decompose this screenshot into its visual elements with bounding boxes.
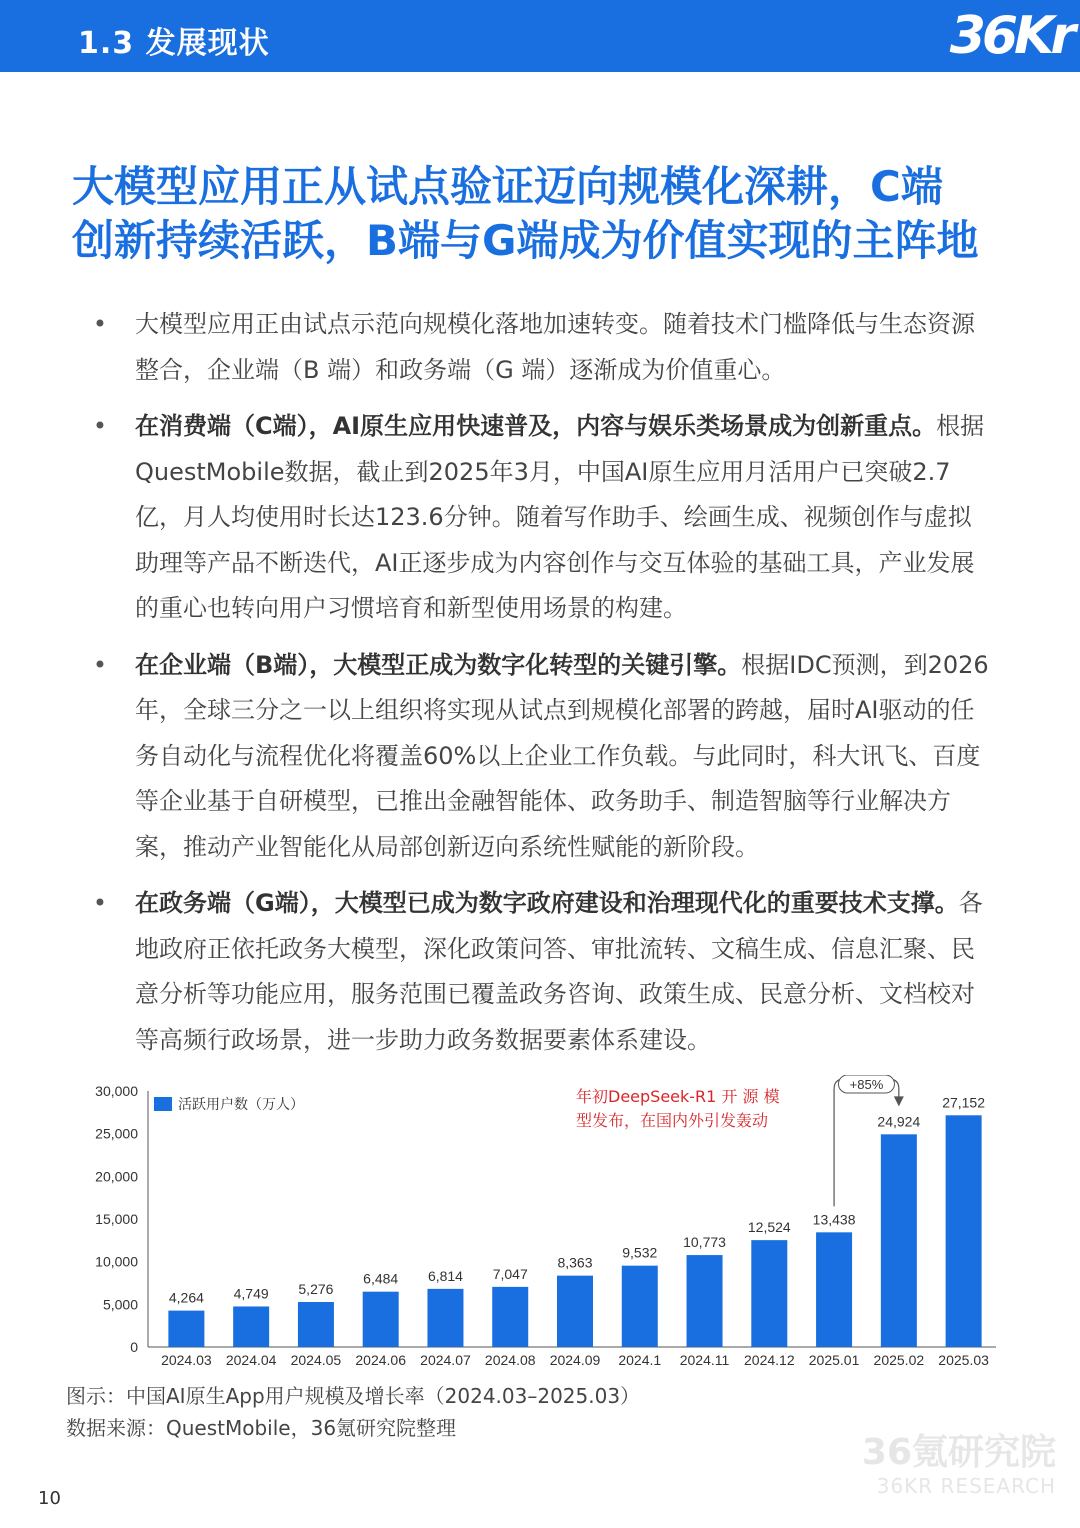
bar-value-label: 10,773 [683,1234,726,1251]
bar [363,1292,399,1347]
watermark-line-2: 36KR RESEARCH [876,1474,1056,1498]
bar-value-label: 9,532 [622,1244,658,1261]
bar-value-label: 6,484 [363,1270,399,1287]
bar [168,1311,204,1347]
legend-swatch [154,1097,172,1111]
x-tick-label: 2024.06 [355,1352,406,1368]
bar [946,1115,982,1347]
bar-value-label: 7,047 [492,1265,528,1282]
bullet-bold: 在企业端（B端），大模型正成为数字化转型的关键引擎。 [135,650,742,679]
y-tick-label: 25,000 [95,1125,138,1142]
legend-label: 活跃用户数（万人） [178,1097,304,1113]
bar-value-label: 8,363 [557,1254,593,1271]
bar-value-label: 4,749 [233,1285,269,1302]
x-tick-label: 2024.08 [484,1352,536,1368]
annotation-line-2: 型发布，在国内外引发轰动 [576,1111,769,1130]
annotation-line-1: 年初DeepSeek-R1 开 源 模 [576,1087,780,1106]
bullet-dot-icon: • [92,650,108,679]
bullet-item [90,404,990,632]
x-tick-label: 2025.02 [873,1352,925,1368]
x-tick-label: 2024.03 [161,1352,212,1368]
x-tick-label: 2024.1 [618,1352,662,1368]
bar [816,1232,852,1347]
bar-value-label: 6,814 [427,1267,463,1284]
x-tick-label: 2025.01 [808,1352,860,1368]
y-tick-label: 10,000 [95,1253,138,1270]
bullet-dot-icon: • [92,889,108,917]
bullet-text: 根据QuestMobile数据，截止到2025年3月，中国AI原生应用月活用户已突破2.7亿，月人均使用时长达123.6分钟。随着写作助手、绘画生成、视频创作与虚拟助理等产品不断迭代，AI正逐步成为内容创作与交互体验的基础工具，产业发展的重心也转向用户习惯培育和新型使用场景的构建。 [135,412,985,622]
growth-label: +85% [849,1077,884,1092]
bar-value-label: 13,438 [812,1211,856,1228]
bar-value-label: 24,924 [877,1113,921,1130]
bullet-item [90,881,990,1063]
headline-line-1: 大模型应用正从试点验证迈向规模化深耕，C端 [72,162,943,211]
header-bar [0,0,1080,72]
bar [622,1266,658,1347]
headline-line-2: 创新持续活跃，B端与G端成为价值实现的主阵地 [72,216,979,265]
bar-value-label: 27,152 [942,1094,986,1111]
x-tick-label: 2024.12 [744,1352,795,1368]
bullet-dot-icon: • [92,310,108,338]
bar [687,1255,723,1347]
x-tick-label: 2025.03 [938,1352,989,1368]
page-number: 10 [38,1488,61,1509]
section-title: 1.3 发展现状 [78,26,270,61]
x-tick-label: 2024.11 [679,1352,730,1368]
bar-value-label: 5,276 [298,1280,334,1297]
bar [492,1287,528,1347]
bar-value-label: 4,264 [168,1289,204,1306]
bar [298,1302,334,1347]
bullet-bold: 在政务端（G端），大模型已成为数字政府建设和治理现代化的重要技术支撑。 [135,889,959,917]
y-tick-label: 5,000 [102,1296,138,1313]
watermark-line-1: 36氪研究院 [861,1432,1056,1473]
bullet-item [90,302,990,393]
y-tick-label: 20,000 [95,1168,138,1185]
brand-logo: 36Kr [949,6,1072,66]
bullet-text: 各地政府正依托政务大模型，深化政策问答、审批流转、文稿生成、信息汇聚、民意分析等功能应用，服务范围已覆盖政务咨询、政策生成、民意分析、文档校对等高频行政场景，进一步助力政务数据要素体系建设。 [135,889,983,1054]
figure-title: 图示：中国AI原生App用户规模及增长率（2024.03–2025.03） [66,1384,641,1408]
bar [751,1240,787,1347]
bar [881,1134,917,1347]
bar [427,1289,463,1347]
bullet-bold: 在消费端（C端），AI原生应用快速普及，内容与娱乐类场景成为创新重点。 [135,412,937,440]
y-tick-label: 30,000 [95,1083,138,1099]
page-headline [72,160,1032,268]
figure-caption [66,1380,640,1444]
bar-value-label: 12,524 [747,1219,791,1236]
bullet-item [90,643,990,871]
growth-arrow-icon [894,1096,904,1106]
x-tick-label: 2024.07 [420,1352,471,1368]
bar [233,1306,269,1347]
bullet-text: 根据IDC预测，到2026年，全球三分之一以上组织将实现从试点到规模化部署的跨越，届时AI驱动的任务自动化与流程优化将覆盖60%以上企业工作负载。与此同时，科大讯飞、百度等企业基于自研模型，已推出金融智能体、政务助手、制造智脑等行业解决方案，推动产业智能化从局部创新迈向系统性赋能的新阶段。 [135,650,989,861]
y-tick-label: 0 [130,1339,138,1355]
bullet-list [90,302,990,1074]
bullet-text: 大模型应用正由试点示范向规模化落地加速转变。随着技术门槛降低与生态资源整合，企业端（B 端）和政务端（G 端）逐渐成为价值重心。 [135,310,975,384]
bar [557,1276,593,1347]
x-tick-label: 2024.04 [225,1352,277,1368]
x-tick-label: 2024.05 [290,1352,342,1368]
data-source: 数据来源：QuestMobile，36氪研究院整理 [66,1416,457,1440]
bullet-dot-icon: • [92,412,108,440]
watermark [862,1432,1056,1498]
y-tick-label: 15,000 [95,1211,138,1227]
x-tick-label: 2024.09 [549,1352,601,1368]
user-scale-bar-chart [80,1075,1000,1375]
